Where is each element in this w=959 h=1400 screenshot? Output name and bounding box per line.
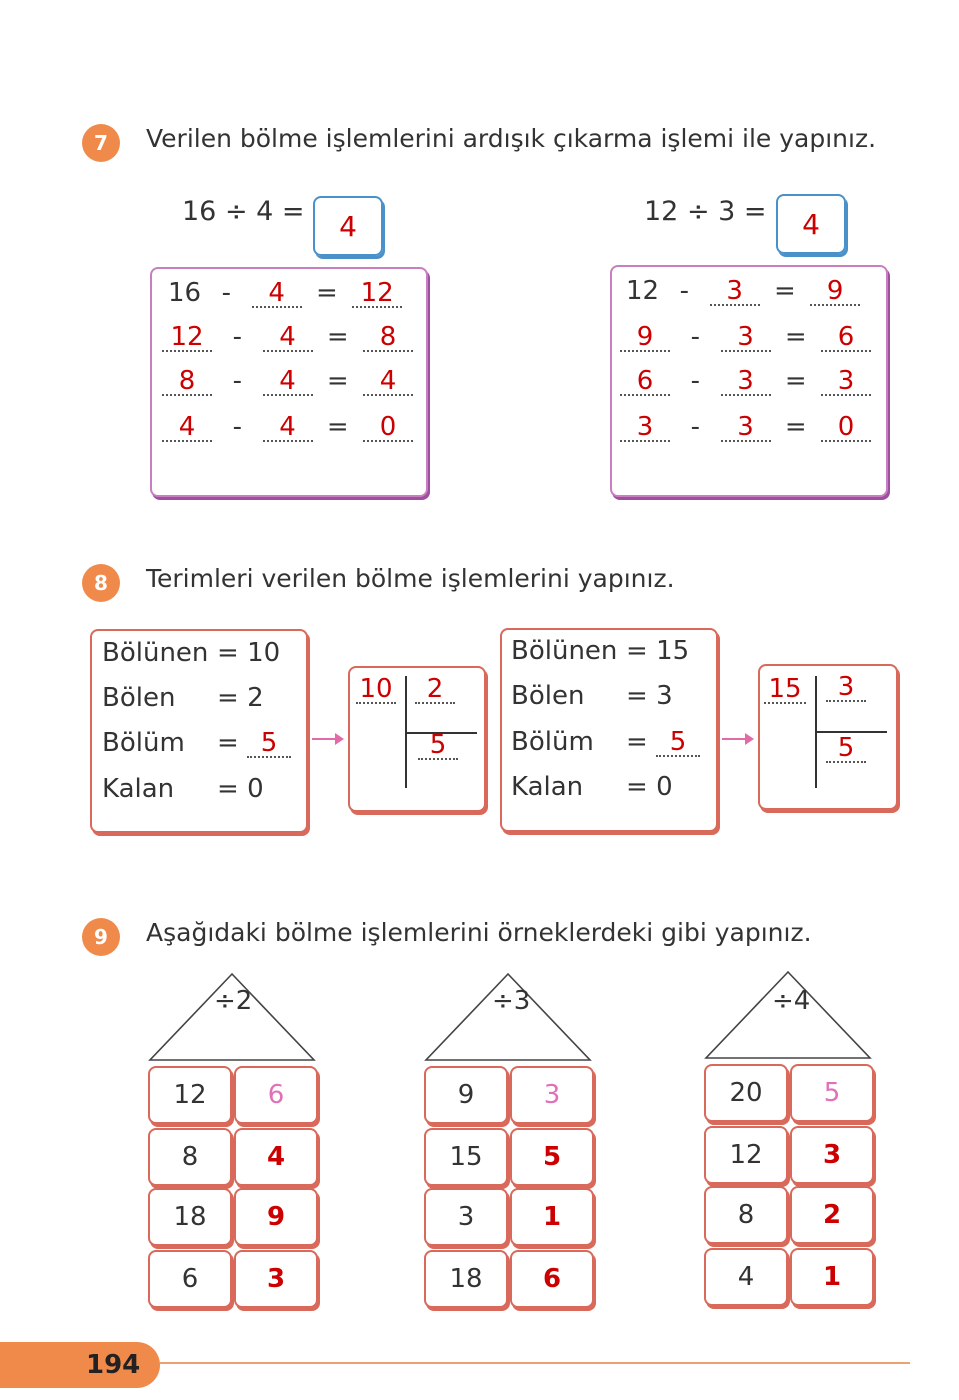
q7-right-row2-minuend[interactable]: 9	[620, 324, 670, 352]
question-number-badge: 7	[82, 124, 120, 162]
q8-left-division-dividend[interactable]: 10	[356, 676, 396, 704]
q7-right-row4-minuend[interactable]: 3	[620, 414, 670, 442]
term-label: Bölen	[511, 681, 585, 711]
term-value: 10	[247, 638, 281, 668]
question-number-badge: 8	[82, 564, 120, 602]
term-value: 0	[247, 774, 264, 804]
minus-sign: -	[232, 412, 242, 442]
q8-left-remainder	[102, 774, 264, 804]
equals-sign: =	[626, 772, 648, 802]
house-2-input-cell: 9	[424, 1066, 508, 1124]
minus-sign: -	[690, 322, 700, 352]
term-label: Bölen	[102, 683, 176, 713]
q8-left-division-divisor[interactable]: 2	[415, 676, 455, 704]
q7-left-row4-minuend[interactable]: 4	[162, 414, 212, 442]
house-3-input-cell: 20	[704, 1064, 788, 1122]
q8-right-division-dividend[interactable]: 15	[764, 676, 806, 704]
arrow-right-icon	[722, 738, 748, 740]
q8-right-remainder	[511, 772, 673, 802]
q7-left-row1-result[interactable]: 12	[352, 280, 402, 308]
q7-left-row2-minuend[interactable]: 12	[162, 324, 212, 352]
q7-right-row-1	[626, 276, 860, 306]
q7-right-answer-box[interactable]: 4	[776, 194, 846, 254]
q7-left-row3-result[interactable]: 4	[363, 368, 413, 396]
minus-sign: -	[690, 412, 700, 442]
q7-left-row3-subtrahend[interactable]: 4	[263, 368, 313, 396]
house-3-input-cell: 4	[704, 1248, 788, 1306]
term-label: Bölüm	[102, 728, 185, 758]
house-3-output-cell[interactable]: 2	[790, 1186, 874, 1244]
q8-instruction: Terimleri verilen bölme işlemlerini yapınız.	[146, 564, 675, 593]
q7-left-row-3	[162, 366, 413, 396]
q7-right-row4-result[interactable]: 0	[821, 414, 871, 442]
q8-right-quotient-answer[interactable]: 5	[656, 729, 700, 757]
q7-right-row2-result[interactable]: 6	[821, 324, 871, 352]
q7-right-row1-result[interactable]: 9	[810, 278, 860, 306]
term-value: 0	[656, 772, 673, 802]
house-1-operation: ÷2	[214, 986, 253, 1016]
q7-left-row-4	[162, 412, 413, 442]
q8-right-divisor	[511, 681, 673, 711]
q8-right-dividend	[511, 636, 689, 666]
equals-sign: =	[626, 727, 648, 757]
house-2-input-cell: 18	[424, 1250, 508, 1308]
house-2-example-output: 3	[510, 1066, 594, 1124]
house-3-example-output: 5	[790, 1064, 874, 1122]
q7-right-row1-minuend: 12	[626, 276, 660, 306]
q7-left-answer-box[interactable]: 4	[313, 196, 383, 256]
q7-instruction: Verilen bölme işlemlerini ardışık çıkarma işlemi ile yapınız.	[146, 124, 877, 153]
q7-left-row1-subtrahend[interactable]: 4	[252, 280, 302, 308]
q8-left-quotient	[102, 728, 291, 758]
equals-sign: =	[217, 728, 239, 758]
house-1-example-output: 6	[234, 1066, 318, 1124]
q8-left-dividend	[102, 638, 280, 668]
house-2-operation: ÷3	[492, 986, 531, 1016]
term-value: 3	[656, 681, 673, 711]
q7-right-row3-result[interactable]: 3	[821, 368, 871, 396]
house-2-input-cell: 15	[424, 1128, 508, 1186]
arrow-right-icon	[312, 738, 338, 740]
q7-left-row2-subtrahend[interactable]: 4	[263, 324, 313, 352]
house-1-input-cell: 12	[148, 1066, 232, 1124]
q7-left-row-1	[168, 278, 402, 308]
house-1-output-cell[interactable]: 9	[234, 1188, 318, 1246]
term-label: Kalan	[102, 774, 175, 804]
q7-right-row1-subtrahend[interactable]: 3	[710, 278, 760, 306]
q7-left-row4-result[interactable]: 0	[363, 414, 413, 442]
q8-right-division-quotient[interactable]: 5	[826, 735, 866, 763]
house-1-input-cell: 18	[148, 1188, 232, 1246]
equals-sign: =	[326, 366, 349, 396]
term-label: Kalan	[511, 772, 584, 802]
q7-right-row-2	[620, 322, 871, 352]
house-roof	[704, 970, 872, 1062]
house-2-input-cell: 3	[424, 1188, 508, 1246]
q7-right-row-3	[620, 366, 871, 396]
term-value: 2	[247, 683, 264, 713]
q7-right-equation: 12 ÷ 3 =	[644, 196, 767, 227]
equals-sign: =	[626, 681, 648, 711]
minus-sign: -	[232, 322, 242, 352]
term-label: Bölünen	[511, 636, 618, 666]
minus-sign: -	[221, 278, 232, 308]
house-3-operation: ÷4	[772, 986, 811, 1016]
term-label: Bölüm	[511, 727, 594, 757]
house-1-input-cell: 6	[148, 1250, 232, 1308]
q7-left-row1-minuend: 16	[168, 278, 202, 308]
q7-right-row-4	[620, 412, 871, 442]
equals-sign: =	[326, 322, 349, 352]
q8-left-quotient-answer[interactable]: 5	[247, 730, 291, 758]
q7-right-row2-subtrahend[interactable]: 3	[721, 324, 771, 352]
equals-sign: =	[217, 774, 239, 804]
q7-left-equation: 16 ÷ 4 =	[182, 196, 305, 227]
page-number: 194	[0, 1342, 160, 1388]
q7-right-row3-subtrahend[interactable]: 3	[721, 368, 771, 396]
q7-left-row-2	[162, 322, 413, 352]
equals-sign: =	[217, 638, 239, 668]
house-1-output-cell[interactable]: 3	[234, 1250, 318, 1308]
house-3-output-cell[interactable]: 1	[790, 1248, 874, 1306]
house-3-input-cell: 12	[704, 1126, 788, 1184]
question-number-badge: 9	[82, 918, 120, 956]
q8-left-divisor	[102, 683, 264, 713]
q8-left-division-quotient[interactable]: 5	[418, 732, 458, 760]
minus-sign: -	[690, 366, 700, 396]
equals-sign: =	[326, 412, 349, 442]
term-label: Bölünen	[102, 638, 209, 668]
equals-sign: =	[217, 683, 239, 713]
minus-sign: -	[232, 366, 242, 396]
q8-right-quotient	[511, 727, 700, 757]
house-2-output-cell[interactable]: 5	[510, 1128, 594, 1186]
q7-right-row4-subtrahend[interactable]: 3	[721, 414, 771, 442]
equals-sign: =	[784, 322, 807, 352]
house-1-input-cell: 8	[148, 1128, 232, 1186]
q7-left-row4-subtrahend[interactable]: 4	[263, 414, 313, 442]
footer-divider	[160, 1362, 910, 1364]
equals-sign: =	[784, 366, 807, 396]
equals-sign: =	[773, 276, 796, 306]
minus-sign: -	[679, 276, 690, 306]
q7-right-row3-minuend[interactable]: 6	[620, 368, 670, 396]
q9-instruction: Aşağıdaki bölme işlemlerini örneklerdeki gibi yapınız.	[146, 918, 812, 947]
equals-sign: =	[315, 278, 338, 308]
q7-left-row2-result[interactable]: 8	[363, 324, 413, 352]
q7-left-row3-minuend[interactable]: 8	[162, 368, 212, 396]
term-value: 15	[656, 636, 690, 666]
equals-sign: =	[626, 636, 648, 666]
equals-sign: =	[784, 412, 807, 442]
house-1-output-cell[interactable]: 4	[234, 1128, 318, 1186]
house-3-output-cell[interactable]: 3	[790, 1126, 874, 1184]
q8-right-division-divisor[interactable]: 3	[826, 674, 866, 702]
house-2-output-cell[interactable]: 6	[510, 1250, 594, 1308]
house-3-input-cell: 8	[704, 1186, 788, 1244]
house-2-output-cell[interactable]: 1	[510, 1188, 594, 1246]
